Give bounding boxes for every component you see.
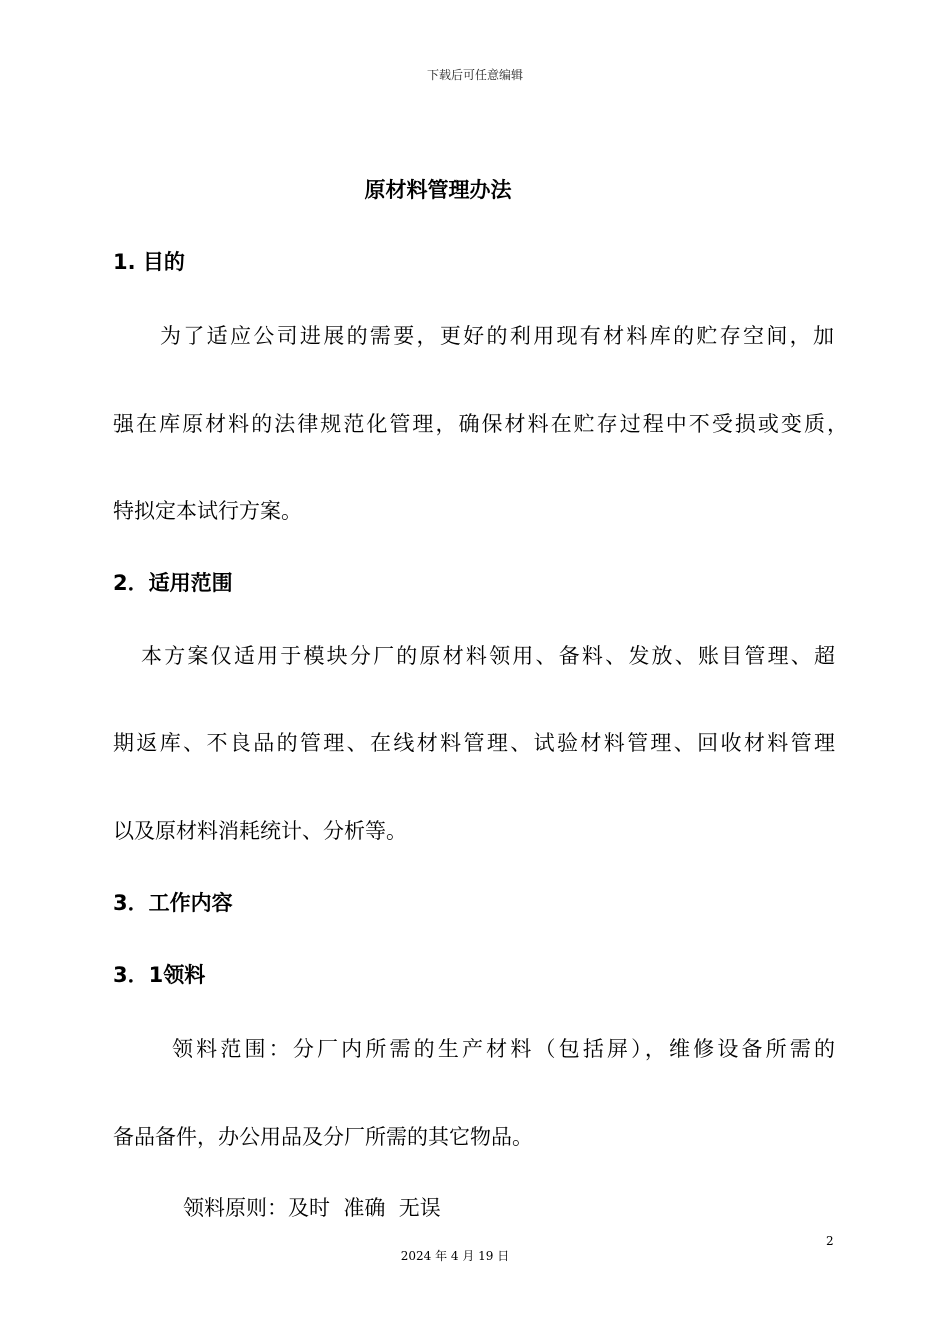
page-number: 2 <box>826 1234 834 1248</box>
footer-date: 2024 年 4 月 19 日 <box>400 1249 510 1263</box>
section-heading-scope: 2．适用范围 <box>113 571 233 595</box>
subsection-heading-requisition: 3．1领料 <box>113 963 206 987</box>
paragraph-line: 领料原则：及时 准确 无误 <box>183 1196 441 1220</box>
header-note: 下载后可任意编辑 <box>426 68 523 82</box>
paragraph-line: 以及原材料消耗统计、分析等。 <box>113 819 407 843</box>
document-title: 原材料管理办法 <box>364 178 512 202</box>
section-heading-work-content: 3．工作内容 <box>113 891 233 915</box>
paragraph-line: 期返库、不良品的管理、在线材料管理、试验材料管理、回收材料管理 <box>113 731 835 755</box>
paragraph-line: 为了适应公司进展的需要，更好的利用现有材料库的贮存空间，加 <box>160 324 834 348</box>
paragraph-line: 强在库原材料的法律规范化管理，确保材料在贮存过程中不受损或变质， <box>113 412 848 436</box>
paragraph-line: 特拟定本试行方案。 <box>113 499 302 523</box>
paragraph-line: 本方案仅适用于模块分厂的原材料领用、备料、发放、账目管理、超 <box>141 644 835 668</box>
paragraph-line: 领料范围：分厂内所需的生产材料（包括屏），维修设备所需的 <box>172 1037 835 1061</box>
paragraph-line: 备品备件，办公用品及分厂所需的其它物品。 <box>113 1125 533 1149</box>
section-heading-purpose: 1. 目的 <box>113 250 185 274</box>
